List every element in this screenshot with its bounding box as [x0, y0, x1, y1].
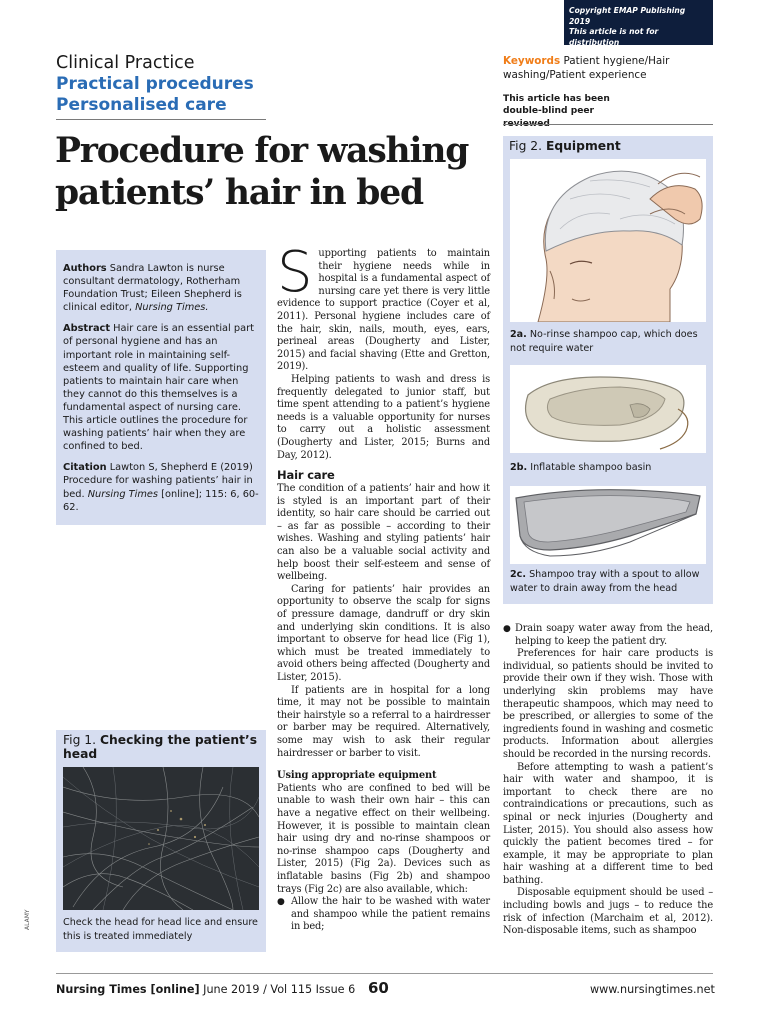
citation-tail: [online]; 115: 6, 60-62.: [63, 488, 259, 513]
body-column-2: [503, 623, 713, 938]
figure-2a-caption: [510, 328, 710, 355]
figure-2: [503, 136, 713, 604]
authors-label: Authors: [63, 263, 107, 274]
figure-1-caption-title: [63, 733, 263, 761]
paragraph: The condition of a patients’ hair and how it is styled is an important part of their identity, so hair care should be carried out – as far as possible – according to their wishes. Washing and styling patients’ hair can also be a valuable social activity and help boost their self-esteem and sense of wellbeing.: [277, 483, 490, 583]
section-topic: Personalised care: [56, 94, 227, 115]
keywords-text: Patient hygiene/Hair washing/Patient experience: [503, 55, 670, 82]
shampoo-cap-image-frame: [510, 159, 706, 322]
bullet-item: [277, 896, 490, 934]
citation-journal: Nursing Times: [87, 488, 159, 500]
paragraph: Disposable equipment should be used – including bowls and jugs – to reduce the risk of infection (Marchaim et al, 2012). Non-disposable items, such as shampoo: [503, 887, 713, 937]
figure-2a-text: No-rinse shampoo cap, which does not require water: [510, 329, 698, 354]
authors: [63, 262, 259, 314]
subheading-equipment: Using appropriate equipment: [277, 770, 437, 782]
figure-2c-label: 2c.: [510, 569, 527, 580]
keywords-label: Keywords: [503, 55, 561, 67]
authors-publication: Nursing Times.: [135, 302, 209, 314]
footer-rule: [56, 973, 713, 974]
copyright-line: This article is not for distribution: [569, 27, 659, 47]
paragraph: Preferences for hair care products is individual, so patients should be invited to provide their own if they wish. Those with underlying skin problems may have therapeutic shampoos, which may need to be prescribed, or allergies to some of the ingredients found in washing and cosmetic products. Information about allergies should be recorded in the nursing records.: [503, 648, 713, 760]
copyright-line: Copyright EMAP Publishing 2019: [569, 6, 686, 26]
head-lice-photo: [63, 767, 259, 910]
figure-2c-text: Shampoo tray with a spout to allow water to drain away from the head: [510, 569, 700, 594]
bullet-icon: ●: [503, 624, 511, 634]
figure-2b-caption: [510, 461, 710, 475]
page-number: 60: [368, 979, 389, 997]
paragraph: Helping patients to wash and dress is frequently delegated to junior staff, but time spent attending to a patient’s hygiene needs is a valuable opportunity for nurses to carry out a holistic assessment (Dougherty and Lister, 2015; Burns and Day, 2012).: [277, 373, 490, 461]
bullet-item: [503, 623, 713, 648]
citation-text: Lawton S, Shepherd E (2019) Procedure for washing patients’ hair in bed.: [63, 462, 253, 500]
subheading-hair-care: Hair care: [277, 468, 335, 483]
footer-issue: June 2019 / Vol 115 Issue 6: [203, 983, 356, 996]
section-category: Clinical Practice: [56, 53, 195, 73]
abstract-label: Abstract: [63, 323, 111, 335]
figure-2c-caption: [510, 568, 710, 595]
header-rule-right: [503, 124, 713, 125]
bullet-text: Drain soapy water away from the head, helping to keep the patient dry.: [515, 623, 713, 647]
paragraph: Patients who are confined to bed will be unable to wash their own hair – this can have a negative effect on their wellbeing. However, it is possible to maintain clean hair using dry and no-rinse shampoos or no-rinse shampoo caps (Dougherty and Lister, 2015) (Fig 2a). Devices such as inflatable basins (Fig 2b) and shampoo trays (Fig 2c) are also available, which:: [277, 782, 490, 895]
figure-2a-label: 2a.: [510, 329, 527, 340]
figure-1-title: Checking the patient’s head: [63, 733, 258, 761]
photo-credit: ALAMY: [24, 909, 31, 930]
article-title: Procedure for washing patients’ hair in bed: [55, 131, 469, 213]
figure-2-caption-title: [509, 138, 621, 154]
citation: [63, 461, 259, 513]
section-subcategory: Practical procedures: [56, 74, 254, 94]
section-heading: [56, 53, 356, 115]
paragraph: If patients are in hospital for a long time, it may not be possible to maintain their hairstyle so a referral to a hairdresser or barber may be required. Alternatively, some may wish to ask their regular hairdresser or barber to visit.: [277, 684, 490, 759]
inflatable-basin-illustration: [510, 365, 706, 453]
footer-journal-name: Nursing Times [online]: [56, 983, 200, 996]
bullet-text: Allow the hair to be washed with water and shampoo while the patient remains in bed;: [291, 896, 490, 933]
figure-2b-text: Inflatable shampoo basin: [530, 462, 652, 473]
shampoo-tray-illustration: [510, 486, 706, 564]
paragraph: Before attempting to wash a patient’s hair with water and shampoo, it is important to check there are no contraindications or precautions, such as spinal or neck injuries (Dougherty and Lister, 2015). You should also assess how quickly the patient becomes tired – for example, it may be appropriate to plan hair washing at a different time to bed bathing.: [503, 761, 713, 886]
header-rule-left: [56, 119, 266, 120]
footer-url: www.nursingtimes.net: [590, 983, 715, 996]
shampoo-tray-image-frame: [510, 486, 706, 564]
article-info-box: [56, 250, 266, 525]
figure-1: [56, 730, 266, 952]
paragraph: Caring for patients’ hair provides an opportunity to observe the scalp for signs of pressure damage, dandruff or dry skin and underlying skin conditions. It is also important to observe for head lice (Fig 1), which must be treated immediately to avoid others being affected (Dougherty and Lister, 2015).: [277, 583, 490, 683]
abstract-text: Hair care is an essential part of personal hygiene and has an important role in maintaining self-esteem and quality of life. Supporting patients to maintain hair care when they cannot do this themselves is a fundamental aspect of nursing care. This article outlines the procedure for washing patients’ hair when they are confined to bed.: [63, 323, 254, 453]
figure-2-title: Equipment: [545, 139, 621, 153]
inflatable-basin-image-frame: [510, 365, 706, 453]
footer-journal: [56, 983, 355, 997]
figure-1-label: Fig 1.: [63, 733, 97, 747]
figure-2-label: Fig 2.: [509, 139, 543, 153]
figure-1-description: Check the head for head lice and ensure this is treated immediately: [63, 917, 258, 942]
keywords: [503, 54, 718, 83]
copyright-line: except for journal club use: [569, 48, 684, 57]
copyright-notice: [564, 0, 713, 57]
authors-text: Sandra Lawton is nurse consultant dermatology, Rotherham Foundation Trust; Eileen Shepherd is clinical editor,: [63, 263, 242, 314]
body-column-1: [277, 240, 490, 934]
figure-2b-label: 2b.: [510, 462, 528, 473]
abstract: [63, 322, 259, 453]
paragraph: upporting patients to maintain their hygiene needs while in hospital is a fundamental aspect of nursing care yet there is very little evidence to support practice (Coyer et al, 2011). Personal hygiene includes care of the hair, skin, nails, mouth, eyes, ears, perineal areas (Dougherty and Lister, 2015) and facial shaving (Ette and Gretton, 2019).: [277, 248, 490, 373]
drop-cap: S: [277, 240, 313, 305]
shampoo-cap-illustration: [510, 159, 706, 322]
bullet-icon: ●: [277, 897, 285, 908]
citation-label: Citation: [63, 462, 107, 474]
peer-review-note: This article has been double-blind peer: [503, 94, 610, 117]
